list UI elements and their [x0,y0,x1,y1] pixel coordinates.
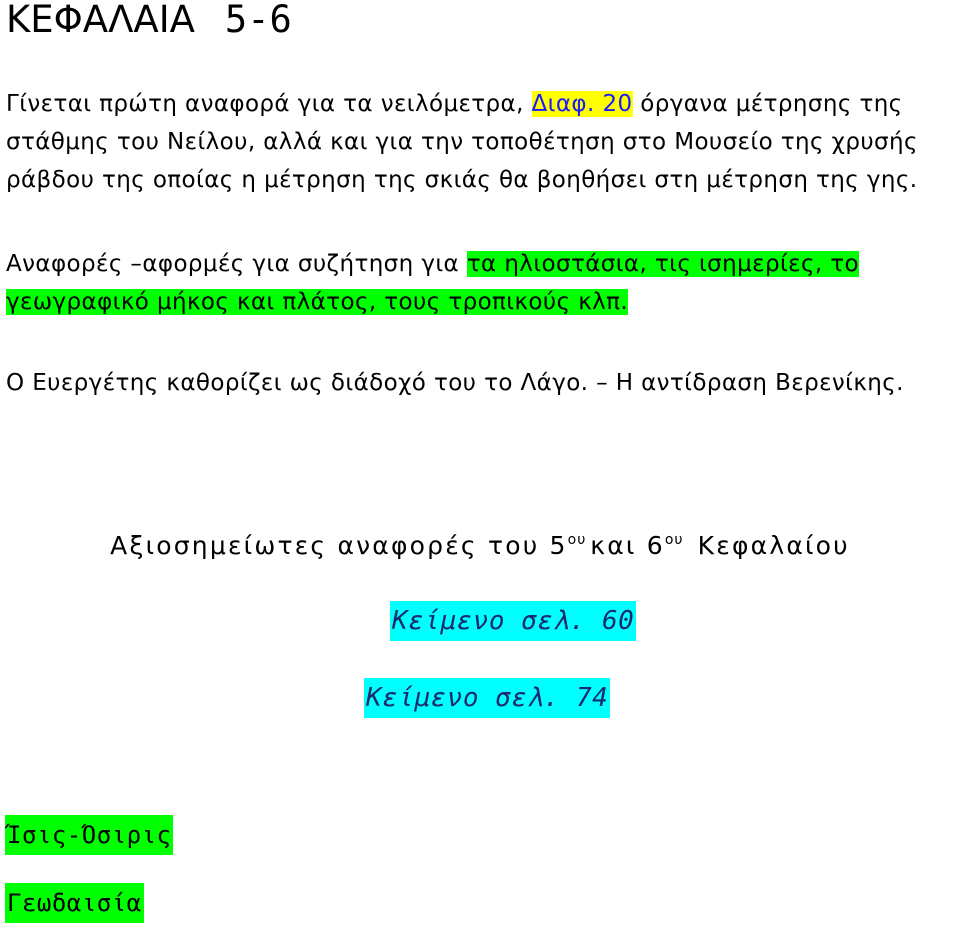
section-subtitle [0,520,960,566]
chapters-heading: ΚΕΦΑΛΑΙΑ [6,0,195,41]
paragraph-euergetes [6,364,958,402]
paragraph-2-intro: Αναφορές –αφορμές για συζήτηση για [6,251,467,277]
text-page-74-link[interactable]: Κείμενο σελ. 74 [364,678,610,718]
subtitle-part-3: Κεφαλαίου [687,531,850,560]
subtitle-part-1: Αξιοσημείωτες αναφορές του 5 [110,531,568,560]
diagram-link-label[interactable]: Διαφ. [531,91,595,117]
paragraph-discussion [6,245,958,321]
text-page-60-link[interactable]: Κείμενο σελ. 60 [390,601,636,641]
diagram-link-number[interactable]: 20 [602,91,633,117]
paragraph-1-intro: Γίνεται πρώτη αναφορά για τα νειλόμετρα, [6,91,532,117]
paragraph-3-text: Ο Ευεργέτης καθορίζει ως διάδοχό του το Λάγο. – Η αντίδραση Βερενίκης. [6,370,904,396]
subtitle-superscript-1: ου [567,532,587,548]
paragraph-nilometers [6,85,958,199]
topic-isis-osiris[interactable]: Ίσις-Όσιρις [5,815,173,855]
chapter-range: 5-6 [224,0,292,41]
subtitle-part-2: και 6 [590,531,665,560]
highlighted-topics: τα ηλιοστάσια, τις ισημερίες, το γεωγραφικό μήκος και πλάτος, τους τροπικούς κλπ. [6,251,859,315]
topic-geodesy[interactable]: Γεωδαισία [5,883,144,923]
subtitle-superscript-2: ου [664,532,684,548]
page-title [6,0,292,40]
paragraph-1-rest: όργανα μέτρησης της στάθμης του Νείλου, αλλά και για την τοποθέτηση στο Μουσείο της χρυσής ράβδου της οποίας η μέτρηση της σκιάς θα βοηθήσει στη μέτρηση της γης. [6,91,918,193]
